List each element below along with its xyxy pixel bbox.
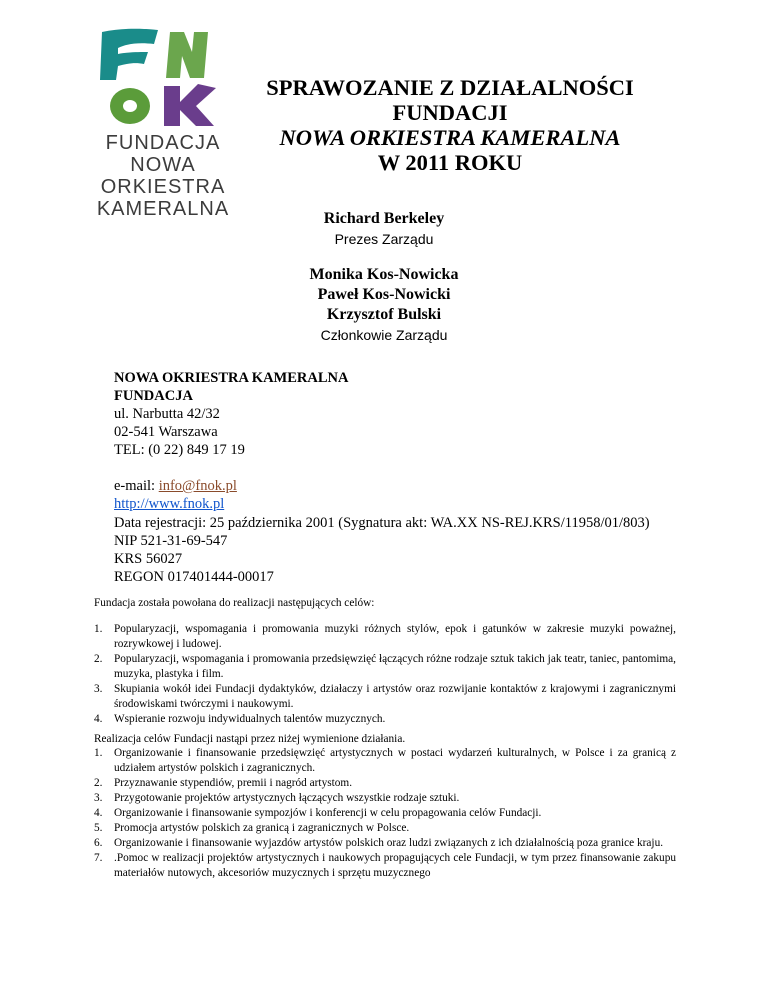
president-name: Richard Berkeley: [323, 210, 445, 227]
list-item: 2. Popularyzacji, wspomagania i promowania przedsięwzięć łączących różne rodzaje sztuk takich jak teatr, taniec, pantomima, muzyka, plastyka i film.: [94, 653, 676, 680]
goals-intro: Fundacja została powołana do realizacji następujących celów:: [94, 597, 375, 609]
address-street: ul. Narbutta 42/32: [114, 406, 220, 422]
logo-line-4: KAMERALNA: [96, 198, 230, 220]
registration-date: Data rejestracji: 25 października 2001 (Sygnatura akt: WA.XX NS-REJ.KRS/11958/01/803): [114, 515, 650, 531]
list-item: 3. Przygotowanie projektów artystycznych łączących wszystkie rodzaje sztuki.: [94, 792, 460, 804]
contact-block: [114, 369, 348, 513]
actions-list: [94, 746, 676, 881]
krs-number: KRS 56027: [114, 551, 183, 567]
title-line-4: W 2011 ROKU: [377, 150, 523, 175]
list-item: 6. Organizowanie i finansowanie wyjazdów artystów polskich oraz ludzi związanych z ich działalnością poza granice kraju.: [94, 837, 664, 849]
logo-line-1: FUNDACJA: [105, 132, 221, 154]
registration-block: [114, 514, 650, 586]
list-item: 1. Popularyzacji, wspomagania i promowania muzyki różnych stylów, epok i gatunków w zakresie muzyki poważnej, rozrywkowej i ludowej.: [94, 623, 676, 650]
list-item: 4. Organizowanie i finansowanie sympozjów i konferencji w celu propagowania celów Fundacji.: [94, 807, 542, 819]
title-line-3: NOWA ORKIESTRA KAMERALNA: [279, 125, 621, 150]
org-name-line-1: NOWA OKRIESTRA KAMERALNA: [114, 370, 349, 386]
email-link[interactable]: info@fnok.pl: [158, 478, 237, 494]
actions-intro: Realizacja celów Fundacji nastąpi przez niżej wymienione działania.: [94, 733, 406, 745]
foundation-logo: [88, 28, 238, 218]
list-item: 3. Skupiania wokół idei Fundacji dydaktyków, działaczy i artystów oraz rozwijanie kontaktów z krajowymi i zagranicznymi środowiskami twórczymi i naukowymi.: [94, 683, 676, 710]
email-label: e-mail:: [114, 478, 159, 494]
list-item: 7. .Pomoc w realizacji projektów artystycznych i naukowych propagujących cele Fundacji, w tym przez finansowanie zakupu materiałów nutowych, akcesoriów muzycznych i sprzętu muzycznego: [94, 852, 676, 879]
logo-line-2: NOWA: [130, 154, 196, 176]
board-member-1: Monika Kos-Nowicka: [309, 266, 459, 283]
email-row: [114, 477, 348, 495]
list-item: 2. Przyznawanie stypendiów, premii i nagród artystom.: [94, 777, 353, 789]
document-title: [245, 75, 655, 175]
board-role: Członkowie Zarządu: [320, 327, 448, 343]
list-item: 4. Wspieranie rozwoju indywidualnych talentów muzycznych.: [94, 713, 386, 725]
phone-number: TEL: (0 22) 849 17 19: [114, 442, 245, 458]
goals-list: [94, 622, 676, 727]
list-item: 1. Organizowanie i finansowanie przedsięwzięć artystycznych w postaci wydarzeń kulturalnych, w Polsce i za granicą z udziałem artystów polskich i zagranicznych.: [94, 747, 676, 774]
regon-number: REGON 017401444-00017: [114, 569, 274, 585]
logo-mark-icon: [88, 28, 238, 128]
logo-line-3: ORKIESTRA: [100, 176, 226, 198]
president-role: Prezes Zarządu: [334, 231, 434, 247]
board-member-3: Krzysztof Bulski: [326, 306, 442, 323]
org-name-line-2: FUNDACJA: [114, 388, 193, 404]
nip-number: NIP 521-31-69-547: [114, 533, 228, 549]
title-line-1: SPRAWOZANIE Z DZIAŁALNOŚCI: [266, 75, 634, 100]
list-item: 5. Promocja artystów polskich za granicą i zagranicznych w Polsce.: [94, 822, 410, 834]
address-city: 02-541 Warszawa: [114, 424, 218, 440]
title-line-2: FUNDACJI: [392, 100, 508, 125]
website-link[interactable]: http://www.fnok.pl: [114, 496, 225, 512]
board-member-2: Paweł Kos-Nowicki: [317, 286, 451, 303]
